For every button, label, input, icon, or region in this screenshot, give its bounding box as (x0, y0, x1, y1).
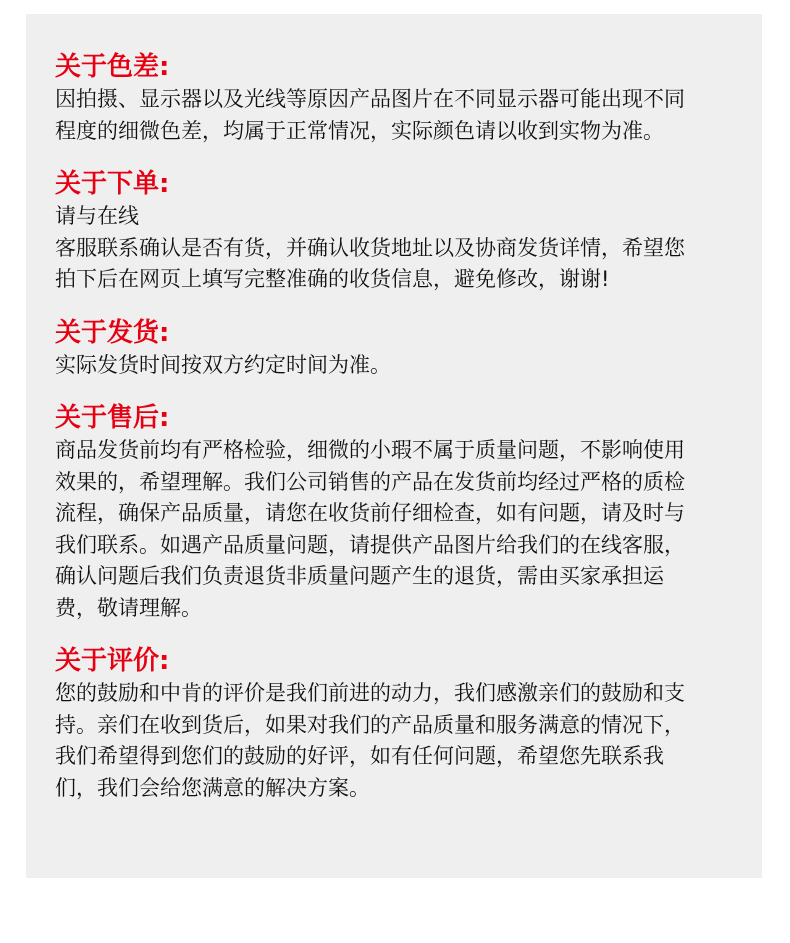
section-line: 商品发货前均有严格检验，细微的小瑕不属于质量问题，不影响使用 (55, 438, 685, 462)
section-reviews (55, 644, 735, 804)
section-heading: 关于下单: (55, 169, 170, 199)
section-heading: 关于售后: (55, 403, 170, 433)
section-heading: 关于发货: (55, 317, 170, 348)
section-line: 我们联系。如遇产品质量问题，请提供产品图片给我们的在线客服， (55, 532, 685, 557)
section-ordering (55, 167, 735, 296)
section-line: 客服联系确认是否有货，并确认收货地址以及协商发货详情，希望您 (55, 235, 685, 260)
section-heading: 关于评价: (55, 646, 170, 676)
section-line: 我们希望得到您们的鼓励的好评，如有任何问题，希望您先联系我 (55, 744, 664, 768)
section-line: 您的鼓励和中肯的评价是我们前进的动力，我们感激亲们的鼓励和支 (55, 681, 685, 705)
notice-panel (26, 14, 762, 878)
section-line: 持。亲们在收到货后，如果对我们的产品质量和服务满意的情况下， (55, 712, 685, 737)
section-line: 确认问题后我们负责退货非质量问题产生的退货，需由买家承担运 (55, 564, 664, 588)
section-heading: 关于色差: (55, 52, 170, 82)
notice-content (55, 50, 735, 824)
section-line: 程度的细微色差，均属于正常情况，实际颜色请以收到实物为准。 (55, 118, 664, 143)
section-line: 因拍摄、显示器以及光线等原因产品图片在不同显示器可能出现不同 (55, 87, 685, 111)
section-line: 效果的，希望理解。我们公司销售的产品在发货前均经过严格的质检 (55, 469, 685, 494)
section-line: 们，我们会给您满意的解决方案。 (55, 775, 370, 800)
section-line: 费，敬请理解。 (55, 595, 202, 620)
section-shipping (55, 316, 735, 382)
section-line: 拍下后在网页上填写完整准确的收货信息，避免修改，谢谢! (55, 267, 610, 291)
section-line: 流程，确保产品质量，请您在收货前仔细检查，如有问题，请及时与 (55, 501, 685, 525)
section-line: 请与在线 (55, 204, 139, 228)
section-after-sales (55, 401, 735, 624)
section-color-difference (55, 50, 735, 147)
section-line: 实际发货时间按双方约定时间为准。 (55, 352, 391, 377)
